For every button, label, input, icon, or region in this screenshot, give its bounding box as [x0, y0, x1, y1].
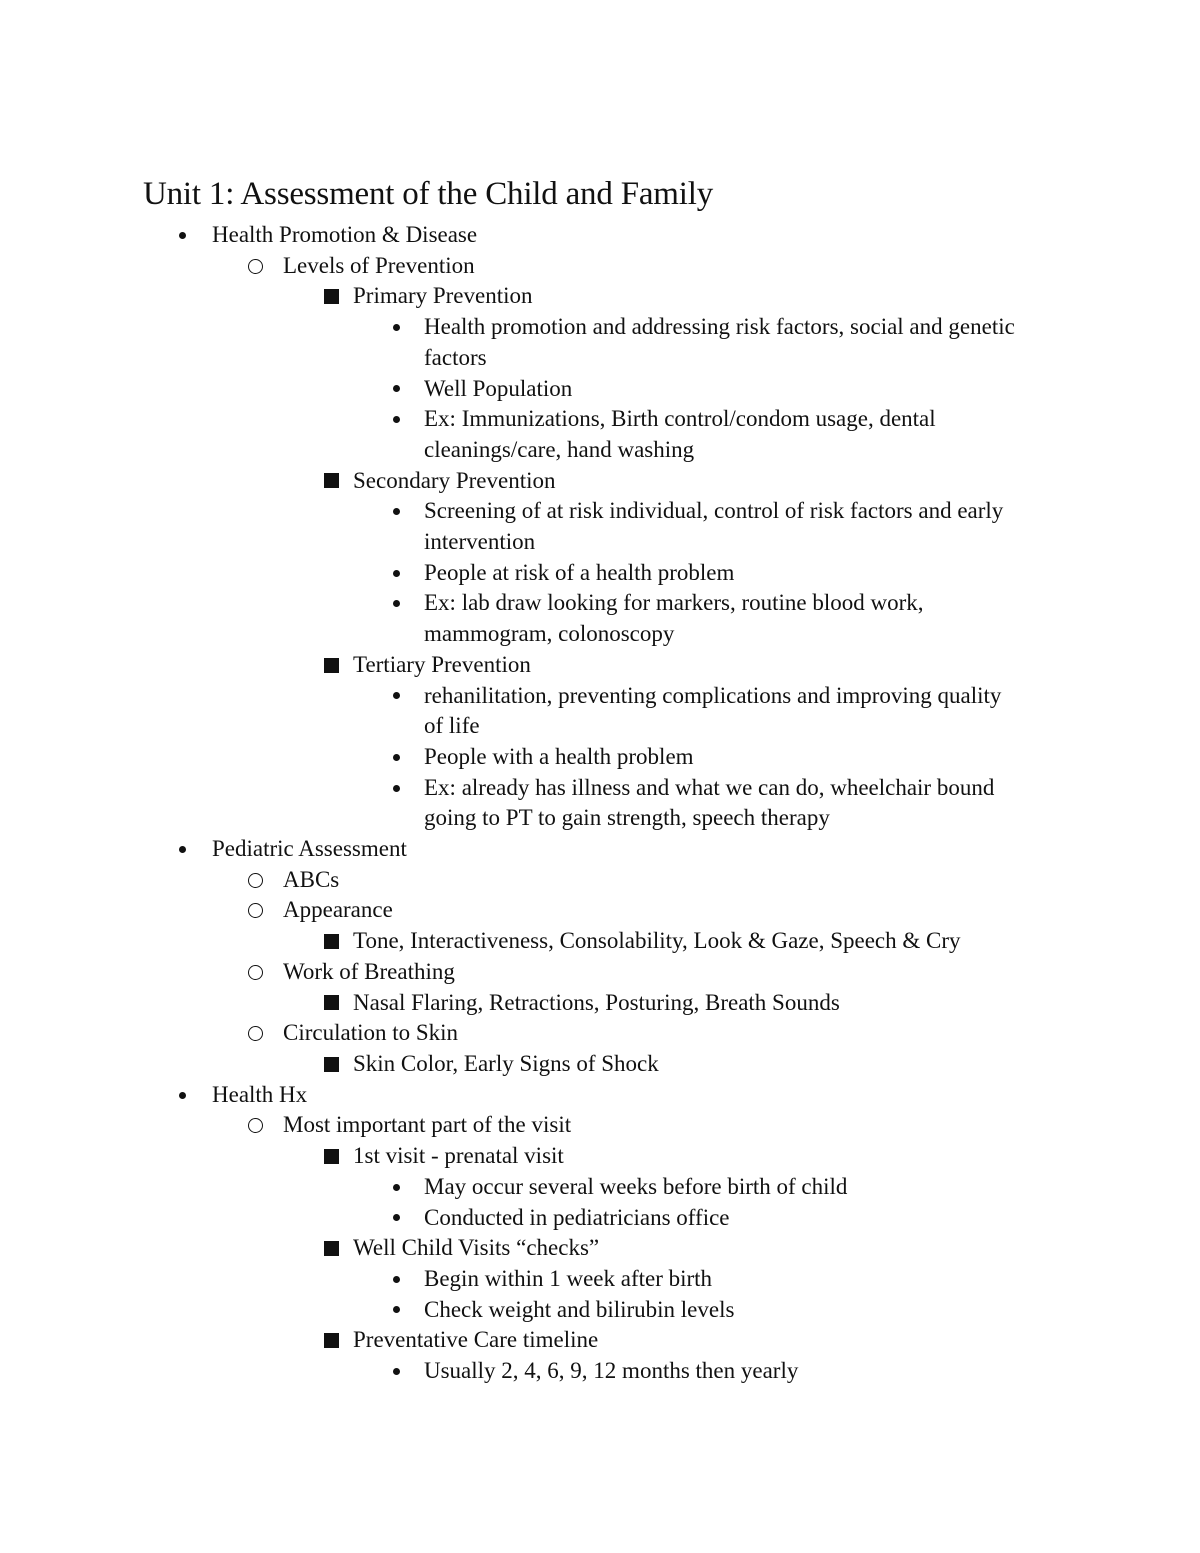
bullet-circle-icon: [244, 1018, 266, 1049]
outline-item-level-2: [283, 1110, 1043, 1141]
bullet-dot-icon: [385, 312, 407, 343]
outline-item-text: Levels of Prevention: [283, 252, 475, 278]
outline-item-level-3: [353, 1325, 1053, 1356]
bullet-dot-icon: [385, 681, 407, 712]
bullet-square-icon: [320, 1233, 342, 1264]
outline-item-text: Skin Color, Early Signs of Shock: [353, 1050, 659, 1076]
bullet-dot-icon: [385, 1203, 407, 1234]
bullet-dot-icon: [385, 773, 407, 804]
outline-item-level-4: [424, 1295, 1024, 1326]
outline-item-level-3: [353, 650, 1053, 681]
outline-item-level-3: [353, 281, 1053, 312]
outline-item-level-2: [283, 865, 1043, 896]
bullet-dot-icon: [171, 1080, 193, 1111]
outline-item-level-4: [424, 588, 1024, 649]
bullet-square-icon: [320, 988, 342, 1019]
outline-item-text: Conducted in pediatricians office: [424, 1204, 730, 1230]
bullet-square-icon: [320, 1325, 342, 1356]
outline-item-text: Preventative Care timeline: [353, 1327, 599, 1353]
outline-item-text: Secondary Prevention: [353, 467, 556, 493]
outline-item-text: Tertiary Prevention: [353, 651, 531, 677]
outline-item-level-4: [424, 1172, 1024, 1203]
outline-item-level-4: [424, 1203, 1024, 1234]
outline-item-level-4: [424, 1264, 1024, 1295]
outline-item-level-1: [212, 220, 1032, 251]
outline-item-text: Check weight and bilirubin levels: [424, 1296, 735, 1322]
outline-item-text: Appearance: [283, 897, 393, 923]
bullet-dot-icon: [171, 220, 193, 251]
outline-item-text: May occur several weeks before birth of child: [424, 1173, 848, 1199]
bullet-square-icon: [320, 1049, 342, 1080]
outline-item-text: Begin within 1 week after birth: [424, 1265, 713, 1291]
outline-item-level-2: [283, 957, 1043, 988]
outline-item-text: Pediatric Assessment: [212, 836, 407, 862]
bullet-dot-icon: [385, 588, 407, 619]
bullet-dot-icon: [385, 558, 407, 589]
outline-item-level-1: [212, 834, 1032, 865]
outline-item-text: Tone, Interactiveness, Consolability, Look & Gaze, Speech & Cry: [353, 928, 961, 954]
outline-item-level-2: [283, 251, 1043, 282]
outline-item-level-3: [353, 988, 1053, 1019]
outline-item-level-4: [424, 742, 1024, 773]
outline-item-text: Work of Breathing: [283, 958, 455, 984]
bullet-dot-icon: [171, 834, 193, 865]
outline-item-text: Ex: already has illness and what we can do, wheelchair bound going to PT to gain strength, speech therapy: [424, 774, 995, 831]
outline-item-text: Well Population: [424, 375, 573, 401]
outline-item-text: Primary Prevention: [353, 283, 533, 309]
outline-item-text: People at risk of a health problem: [424, 559, 735, 585]
outline-item-level-2: [283, 895, 1043, 926]
outline-item-level-3: [353, 1233, 1053, 1264]
bullet-dot-icon: [385, 374, 407, 405]
outline-item-level-4: [424, 312, 1024, 373]
outline-item-level-4: [424, 558, 1024, 589]
outline-item-level-4: [424, 496, 1024, 557]
bullet-square-icon: [320, 926, 342, 957]
outline-item-text: Most important part of the visit: [283, 1112, 572, 1138]
outline-item-text: ABCs: [283, 866, 340, 892]
outline-item-text: People with a health problem: [424, 743, 694, 769]
outline-item-text: Nasal Flaring, Retractions, Posturing, Breath Sounds: [353, 989, 840, 1015]
outline-item-text: Usually 2, 4, 6, 9, 12 months then yearly: [424, 1358, 799, 1384]
outline-item-level-3: [353, 1141, 1053, 1172]
outline-item-text: Health Promotion & Disease: [212, 222, 478, 247]
bullet-square-icon: [320, 650, 342, 681]
bullet-circle-icon: [244, 957, 266, 988]
outline-item-text: Ex: Immunizations, Birth control/condom usage, dental cleanings/care, hand washing: [424, 406, 936, 462]
bullet-dot-icon: [385, 404, 407, 435]
bullet-dot-icon: [385, 1264, 407, 1295]
outline-item-level-4: [424, 773, 1024, 834]
outline-item-text: Screening of at risk individual, control of risk factors and early intervention: [424, 498, 1004, 555]
bullet-square-icon: [320, 281, 342, 312]
outline-item-text: Health promotion and addressing risk factors, social and genetic factors: [424, 314, 1015, 370]
outline-item-level-4: [424, 404, 1024, 465]
bullet-circle-icon: [244, 251, 266, 282]
page-title: Unit 1: Assessment of the Child and Family: [143, 176, 714, 212]
outline-item-level-4: [424, 374, 1024, 405]
outline-item-level-4: [424, 681, 1024, 742]
bullet-dot-icon: [385, 742, 407, 773]
bullet-square-icon: [320, 1141, 342, 1172]
outline-item-text: rehanilitation, preventing complications and improving quality of life: [424, 682, 1002, 739]
bullet-dot-icon: [385, 496, 407, 527]
outline-item-level-3: [353, 1049, 1053, 1080]
outline-item-text: Well Child Visits “checks”: [353, 1235, 600, 1261]
outline-item-level-3: [353, 466, 1053, 497]
outline-item-text: Circulation to Skin: [283, 1020, 459, 1046]
bullet-circle-icon: [244, 895, 266, 926]
bullet-dot-icon: [385, 1295, 407, 1326]
bullet-dot-icon: [385, 1356, 407, 1387]
outline-item-text: 1st visit - prenatal visit: [353, 1143, 564, 1169]
outline-item-level-4: [424, 1356, 1024, 1387]
outline-item-level-3: [353, 926, 1053, 957]
outline-item-text: Health Hx: [212, 1081, 308, 1107]
outline-item-level-2: [283, 1018, 1043, 1049]
outline-list: [0, 220, 1200, 1387]
bullet-dot-icon: [385, 1172, 407, 1203]
outline-item-level-1: [212, 1080, 1032, 1111]
outline-item-text: Ex: lab draw looking for markers, routine blood work, mammogram, colonoscopy: [424, 590, 924, 647]
bullet-circle-icon: [244, 1110, 266, 1141]
bullet-square-icon: [320, 466, 342, 497]
bullet-circle-icon: [244, 865, 266, 896]
